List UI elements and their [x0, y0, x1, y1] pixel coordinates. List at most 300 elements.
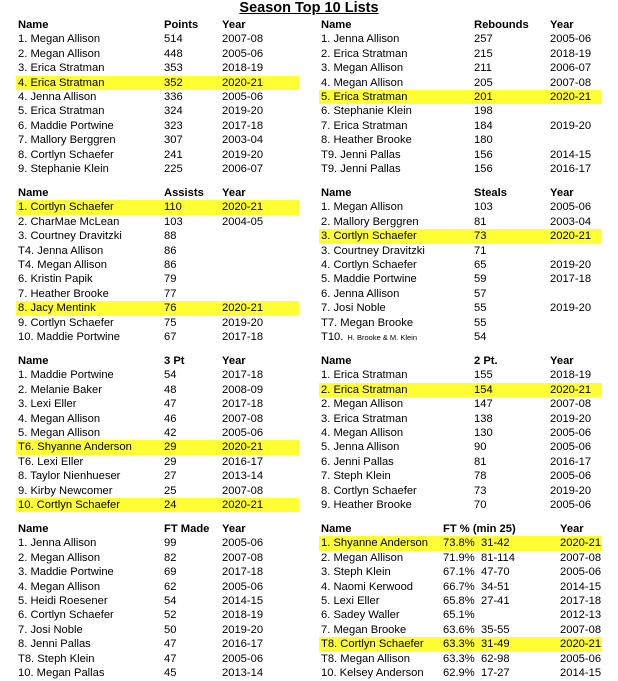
stat-value: 47 [164, 398, 177, 411]
player-name [321, 119, 407, 133]
header-stat: FT % (min 25) [443, 523, 516, 535]
season-year: 2005-06 [550, 498, 592, 511]
player-name-text: 3. Courtney Dravitzki [321, 244, 425, 257]
season-year: 2005-06 [550, 470, 592, 483]
stat-value: 323 [164, 119, 183, 132]
season-year: 2016-17 [550, 455, 592, 468]
player-name-text: 3. Megan Allison [321, 62, 404, 75]
player-name-text: 2. Mallory Berggren [321, 215, 419, 228]
stat-value: 55 [474, 302, 487, 315]
stat-table [319, 522, 602, 680]
season-year: 2019-20 [550, 258, 592, 271]
stat-table [319, 354, 602, 512]
table-row [319, 608, 602, 622]
table-row [16, 76, 299, 90]
table-row [319, 47, 602, 61]
table-row [16, 455, 299, 469]
stat-value: 307 [164, 134, 183, 147]
player-name-text: T9. Jenni Pallas [321, 148, 401, 161]
stat-value: 57 [474, 287, 487, 300]
player-name-text: 6. Sadey Waller [321, 609, 400, 622]
player-name [18, 244, 103, 258]
table-header [16, 522, 299, 536]
player-name-text: 7. Josi Noble [321, 302, 386, 315]
season-year: 2016-17 [222, 638, 264, 651]
player-name [321, 637, 424, 651]
table-row [319, 368, 602, 382]
player-name-text: 7. Steph Klein [321, 470, 391, 483]
player-name-text: 3. Steph Klein [321, 566, 391, 579]
season-year: 2005-06 [560, 652, 602, 665]
player-name [18, 426, 100, 440]
player-name-text: 7. Josi Noble [18, 623, 83, 636]
player-name-text: 5. Megan Allison [18, 426, 101, 439]
header-name: Name [18, 523, 49, 535]
stat-value: 110 [164, 201, 182, 214]
season-year: 2007-08 [222, 484, 264, 497]
player-name [321, 104, 412, 118]
header-year: Year [550, 19, 574, 31]
table-row [16, 637, 299, 651]
player-name [18, 440, 132, 454]
player-name [321, 551, 403, 565]
table-row [16, 330, 299, 344]
table-row [16, 498, 299, 512]
table-row [16, 580, 299, 594]
stat-attempts: 62-98 [481, 652, 510, 665]
table-row [319, 104, 602, 118]
player-name [321, 536, 428, 550]
player-name-text: 7. Mallory Berggren [18, 134, 116, 147]
season-year: 2007-08 [560, 551, 602, 564]
player-name [18, 162, 109, 176]
season-year: 2020-21 [222, 302, 264, 315]
table-row [319, 244, 602, 258]
stat-value: 99 [164, 537, 177, 550]
season-year: 2016-17 [222, 455, 264, 468]
player-name [18, 272, 93, 286]
player-name-text: 1. Cortlyn Schaefer [18, 201, 114, 214]
stat-attempts: 47-70 [481, 566, 510, 579]
table-row [16, 608, 299, 622]
season-year: 2007-08 [550, 76, 592, 89]
season-year: 2019-20 [550, 412, 592, 425]
table-row [319, 536, 602, 550]
player-name-text: 6. Maddie Portwine [18, 119, 114, 132]
player-name-text: 7. Heather Brooke [18, 287, 109, 300]
player-name-text: 1. Megan Allison [321, 201, 404, 214]
table-row [319, 565, 602, 579]
table-header [319, 522, 602, 536]
stat-value: 45 [164, 666, 177, 679]
stat-value: 352 [164, 76, 183, 89]
player-name [321, 272, 417, 286]
season-year: 2014-15 [550, 148, 592, 161]
player-name [321, 368, 407, 382]
stat-value: 24 [164, 498, 177, 511]
table-row [16, 258, 299, 272]
header-name: Name [18, 187, 49, 199]
player-name-text: T9. Jenni Pallas [321, 162, 401, 175]
stat-value: 54 [164, 369, 177, 382]
table-row [319, 594, 602, 608]
table-row [16, 397, 299, 411]
player-name [321, 580, 413, 594]
stat-value: 67 [164, 330, 177, 343]
season-year: 2017-18 [222, 330, 264, 343]
header-name: Name [18, 19, 49, 31]
player-name-text: 2. CharMae McLean [18, 215, 120, 228]
stat-value: 154 [474, 383, 493, 396]
stat-value: 324 [164, 105, 183, 118]
season-year: 2017-18 [222, 369, 264, 382]
table-row [319, 652, 602, 666]
stat-value: 62.9% [443, 666, 475, 679]
season-year: 2019-20 [550, 119, 592, 132]
player-name-text: 4. Naomi Kerwood [321, 580, 414, 593]
stat-value: 66.7% [443, 580, 475, 593]
table-row [16, 412, 299, 426]
player-name [18, 551, 100, 565]
season-year: 2005-06 [222, 47, 264, 60]
header-name: Name [321, 187, 352, 199]
player-name [18, 301, 96, 315]
season-year: 2020-21 [560, 638, 602, 651]
player-name [321, 316, 413, 330]
player-name [18, 469, 120, 483]
table-row [16, 316, 299, 330]
table-row [16, 61, 299, 75]
player-name-text: 4. Jenna Allison [18, 90, 97, 103]
player-name-text: 2. Megan Allison [321, 551, 404, 564]
stat-value: 29 [164, 441, 177, 454]
table-row [319, 440, 602, 454]
player-name-text: 1. Jenna Allison [321, 33, 400, 46]
season-year: 2013-14 [222, 470, 264, 483]
stat-value: 103 [474, 201, 493, 214]
player-name-text: T7. Megan Brooke [321, 316, 414, 329]
season-year: 2019-20 [550, 302, 592, 315]
season-year: 2007-08 [222, 33, 264, 46]
header-year: Year [222, 355, 246, 367]
header-year: Year [550, 187, 574, 199]
season-year: 2005-06 [222, 580, 264, 593]
header-name: Name [321, 19, 352, 31]
stat-value: 63.6% [443, 623, 475, 636]
stat-table [319, 186, 602, 344]
season-year: 2017-18 [222, 566, 264, 579]
player-name-text: 1. Shyanne Anderson [321, 537, 428, 550]
stat-value: 138 [474, 412, 493, 425]
player-name-text: 4. Cortlyn Schaefer [321, 258, 417, 271]
header-year: Year [560, 523, 584, 535]
table-row [16, 287, 299, 301]
table-row [16, 215, 299, 229]
stat-value: 215 [474, 47, 493, 60]
table-row [16, 133, 299, 147]
player-name [321, 200, 403, 214]
player-name [18, 594, 108, 608]
table-row [16, 594, 299, 608]
player-name-text: 5. Maddie Portwine [321, 273, 417, 286]
season-year: 2012-13 [560, 609, 602, 622]
player-name-text: T10. [321, 330, 344, 343]
season-year: 2005-06 [222, 90, 264, 103]
table-row [319, 61, 602, 75]
header-name: Name [18, 355, 49, 367]
player-name [321, 133, 412, 147]
stat-value: 156 [474, 148, 493, 161]
stat-value: 81 [474, 215, 487, 228]
player-name [321, 258, 417, 272]
table-row [319, 200, 602, 214]
season-year: 2007-08 [222, 551, 264, 564]
season-year: 2019-20 [222, 105, 264, 118]
stat-value: 130 [474, 426, 493, 439]
stat-value: 156 [474, 162, 493, 175]
header-name: Name [321, 523, 352, 535]
header-stat: Rebounds [474, 19, 529, 31]
season-year: 2005-06 [560, 566, 602, 579]
season-year: 2020-21 [222, 201, 264, 214]
stat-value: 155 [474, 369, 493, 382]
table-row [16, 244, 299, 258]
season-year: 2019-20 [550, 484, 592, 497]
stat-value: 73.8% [443, 537, 475, 550]
table-header [16, 354, 299, 368]
player-name [321, 594, 379, 608]
table-row [319, 469, 602, 483]
season-year: 2018-19 [222, 609, 264, 622]
player-name-text: 3. Courtney Dravitzki [18, 230, 122, 243]
player-name [321, 61, 403, 75]
player-name [321, 469, 391, 483]
table-row [319, 90, 602, 104]
season-year: 2005-06 [550, 33, 592, 46]
player-name [321, 498, 412, 512]
table-row [319, 330, 602, 344]
player-name-text: 3. Erica Stratman [321, 412, 408, 425]
stat-value: 198 [474, 105, 493, 118]
header-stat: Points [164, 19, 199, 31]
player-name [321, 440, 399, 454]
season-year: 2007-08 [222, 412, 264, 425]
stat-value: 54 [474, 330, 487, 343]
stat-value: 70 [474, 498, 487, 511]
season-year: 2013-14 [222, 666, 264, 679]
season-year: 2017-18 [222, 398, 264, 411]
table-row [319, 484, 602, 498]
stat-value: 29 [164, 455, 177, 468]
stat-attempts: 27-41 [481, 594, 510, 607]
player-name-text: 10. Kelsey Anderson [321, 666, 424, 679]
player-name [321, 565, 391, 579]
stat-table [16, 18, 299, 176]
stat-value: 90 [474, 441, 487, 454]
player-name [18, 258, 107, 272]
player-name-text: 9. Stephanie Klein [18, 162, 109, 175]
stat-value: 448 [164, 47, 183, 60]
table-row [319, 301, 602, 315]
season-year: 2014-15 [560, 580, 602, 593]
season-year: 2003-04 [550, 215, 592, 228]
season-year: 2006-07 [222, 162, 264, 175]
stat-attempts: 17-27 [481, 666, 510, 679]
header-year: Year [222, 187, 246, 199]
player-name [321, 666, 424, 680]
player-name [18, 565, 114, 579]
player-name-text: 10. Cortlyn Schaefer [18, 498, 120, 511]
stat-value: 79 [164, 273, 177, 286]
stat-value: 69 [164, 566, 177, 579]
stat-attempts: 81-114 [481, 551, 516, 564]
table-row [16, 565, 299, 579]
stat-value: 78 [474, 470, 487, 483]
season-year: 2008-09 [222, 383, 264, 396]
table-row [16, 652, 299, 666]
season-year: 2020-21 [560, 537, 602, 550]
player-name [321, 412, 407, 426]
player-name-text: 5. Jenna Allison [321, 441, 400, 454]
player-name-text: T8. Cortlyn Schaefer [321, 638, 424, 651]
player-name [321, 608, 400, 622]
season-year: 2018-19 [550, 47, 592, 60]
stat-value: 71 [474, 244, 487, 257]
player-name-text: 3. Maddie Portwine [18, 566, 114, 579]
player-name [18, 316, 114, 330]
table-header [16, 186, 299, 200]
player-name-text: 8. Taylor Nienhueser [18, 470, 121, 483]
table-row [319, 32, 602, 46]
stat-attempts: 34-51 [481, 580, 510, 593]
table-row [319, 215, 602, 229]
table-row [319, 580, 602, 594]
season-year: 2005-06 [222, 537, 264, 550]
season-year: 2005-06 [222, 426, 264, 439]
player-name [18, 61, 104, 75]
player-name-text: 4. Megan Allison [321, 76, 404, 89]
player-name-text: 6. Cortlyn Schaefer [18, 609, 114, 622]
table-row [319, 76, 602, 90]
player-name-text: 1. Megan Allison [18, 33, 101, 46]
player-name [18, 623, 83, 637]
player-name-text: 3. Cortlyn Schaefer [321, 230, 417, 243]
season-year: 2016-17 [550, 162, 592, 175]
stat-value: 76 [164, 302, 177, 315]
player-name [18, 412, 100, 426]
player-name [321, 652, 410, 666]
stat-value: 62 [164, 580, 177, 593]
page-title: Season Top 10 Lists [239, 0, 379, 16]
season-year: 2019-20 [222, 148, 264, 161]
player-name-text: 6. Jenni Pallas [321, 455, 394, 468]
player-name-text: T4. Megan Allison [18, 258, 107, 271]
player-name-text: 6. Kristin Papik [18, 273, 93, 286]
stat-value: 47 [164, 652, 177, 665]
stat-value: 353 [164, 62, 183, 75]
season-year: 2018-19 [222, 62, 264, 75]
player-name [18, 76, 104, 90]
player-name-text: 5. Heidi Roesener [18, 594, 108, 607]
table-row [319, 412, 602, 426]
table-row [16, 148, 299, 162]
table-row [319, 148, 602, 162]
table-row [16, 383, 299, 397]
stat-value: 73 [474, 230, 487, 243]
stat-value: 54 [164, 594, 177, 607]
table-row [16, 368, 299, 382]
player-name [321, 330, 417, 345]
season-year: 2006-07 [550, 62, 592, 75]
stat-value: 336 [164, 90, 183, 103]
player-name-text: 5. Lexi Eller [321, 594, 380, 607]
player-name [321, 76, 403, 90]
season-year: 2005-06 [222, 652, 264, 665]
player-name-text: 8. Cortlyn Schaefer [321, 484, 417, 497]
stat-value: 42 [164, 426, 177, 439]
stat-value: 184 [474, 119, 493, 132]
season-year: 2005-06 [550, 441, 592, 454]
player-name [18, 637, 91, 651]
player-name [321, 32, 399, 46]
season-year: 2007-08 [550, 398, 592, 411]
stat-value: 103 [164, 215, 183, 228]
header-year: Year [550, 355, 574, 367]
season-year: 2020-21 [222, 441, 264, 454]
table-header [319, 18, 602, 32]
player-name [18, 383, 102, 397]
player-name [18, 498, 120, 512]
player-name [321, 162, 401, 176]
player-name [18, 133, 116, 147]
table-row [319, 623, 602, 637]
season-year: 2004-05 [222, 215, 264, 228]
player-name-text: 4. Erica Stratman [18, 76, 105, 89]
player-name-text: T8. Megan Allison [321, 652, 410, 665]
stat-value: 47 [164, 638, 177, 651]
season-year: 2020-21 [550, 90, 592, 103]
season-year: 2020-21 [550, 230, 592, 243]
stat-attempts: 35-55 [481, 623, 510, 636]
player-name-text: 8. Cortlyn Schaefer [18, 148, 114, 161]
player-name-text: 5. Erica Stratman [321, 90, 408, 103]
stat-value: 211 [474, 62, 492, 75]
player-name-text: 2. Erica Stratman [321, 383, 408, 396]
table-row [16, 272, 299, 286]
player-name [18, 484, 113, 498]
table-row [319, 383, 602, 397]
header-year: Year [222, 523, 246, 535]
player-name-text: 7. Megan Brooke [321, 623, 407, 636]
player-name [18, 652, 95, 666]
player-name-text: 1. Erica Stratman [321, 369, 408, 382]
table-row [319, 119, 602, 133]
stat-value: 205 [474, 76, 493, 89]
stat-value: 180 [474, 134, 493, 147]
table-row [16, 536, 299, 550]
player-name [18, 397, 76, 411]
table-row [16, 229, 299, 243]
header-stat: FT Made [164, 523, 210, 535]
stat-value: 86 [164, 258, 177, 271]
table-header [16, 18, 299, 32]
player-name-text: 4. Megan Allison [321, 426, 404, 439]
stat-value: 88 [164, 230, 177, 243]
stat-attempts: 31-49 [481, 638, 510, 651]
stat-value: 81 [474, 455, 487, 468]
season-year: 2018-19 [550, 369, 592, 382]
stat-table [16, 522, 299, 680]
